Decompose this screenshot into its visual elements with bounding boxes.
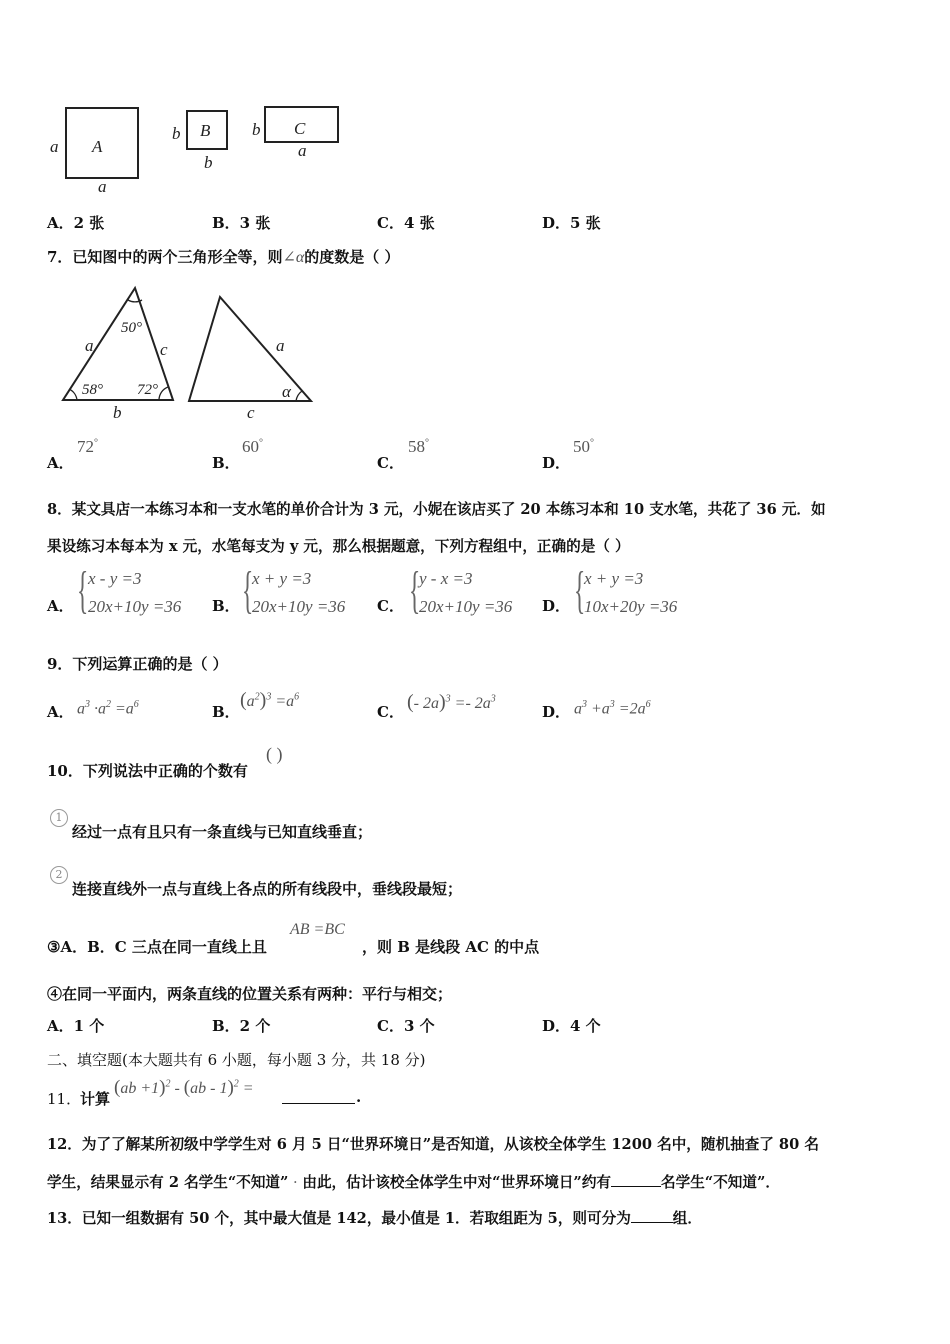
tri1-side-b: b: [113, 403, 122, 422]
q8-option-b-letter: B．: [212, 597, 240, 615]
q10-option-c: C．3 个: [377, 1017, 435, 1035]
q7-option-a-value: 72°: [77, 437, 98, 456]
q10-stem: 10．下列说法中正确的个数有: [47, 762, 248, 780]
tri1-right-angle: 72°: [137, 382, 158, 398]
triangle-right: [189, 297, 311, 401]
q10-statement-2: 连接直线外一点与直线上各点的所有线段中，垂线段最短；: [72, 880, 463, 898]
q8-stem-line2: 果设练习本每本为 x 元，水笔每支为 y 元，那么根据题意，下列方程组中，正确的是（ ）: [47, 538, 630, 555]
q11-expression: (ab +1)$^2$ - (ab - 1)$^2$ =: [114, 1077, 254, 1098]
q8-option-c-eq2: 20x+10y =36: [419, 597, 513, 616]
q8-option-b-brace: {: [242, 562, 254, 619]
q10-statement-2-number: 2: [50, 866, 68, 884]
q6-option-b: B．3 张: [212, 214, 271, 232]
q13-answer-blank[interactable]: [631, 1222, 673, 1223]
q7-option-c-letter: C．: [377, 454, 404, 472]
q7-option-a-letter: A．: [47, 454, 74, 472]
q8-option-a-letter: A．: [47, 597, 74, 615]
q6-option-d: D．5 张: [542, 214, 601, 232]
q12-line2: 学生，结果显示有 2 名学生“不知道” · 由此，估计该校全体学生中对“世界环境日”约有 名学生“不知道”．: [47, 1174, 780, 1191]
rect-a-bottom-label: a: [98, 177, 107, 196]
q8-option-b-eq1: x + y =3: [252, 569, 312, 588]
q10-statement-4: ④在同一平面内，两条直线的位置关系有两种：平行与相交；: [47, 985, 453, 1003]
q10-option-d: D．4 个: [542, 1017, 601, 1035]
q10-paren: ( ): [266, 744, 283, 764]
q6-option-a: A．2 张: [47, 214, 105, 232]
q7-option-c-value: 58°: [408, 437, 429, 456]
q8-option-d-brace: {: [574, 562, 586, 619]
q11-answer-blank[interactable]: [282, 1103, 355, 1104]
tri2-side-a: a: [276, 336, 285, 355]
triangles-figure: [55, 280, 325, 425]
q8-option-a-eq2: 20x+10y =36: [88, 597, 182, 616]
q9-option-c-letter: C．: [377, 703, 404, 721]
rect-b-label: B: [200, 121, 211, 140]
q10-option-b: B．2 个: [212, 1017, 271, 1035]
tri1-side-c: c: [160, 340, 168, 359]
q6-option-c: C．4 张: [377, 214, 435, 232]
q10-statement-1: 经过一点有且只有一条直线与已知直线垂直；: [72, 823, 373, 841]
q8-option-b-eq2: 20x+10y =36: [252, 597, 346, 616]
q12-answer-blank[interactable]: [611, 1186, 661, 1187]
q9-stem: 9．下列运算正确的是（ ）: [47, 655, 228, 673]
rectangles-figure: [40, 95, 360, 195]
tri1-side-a: a: [85, 336, 94, 355]
q7-option-b-letter: B．: [212, 454, 240, 472]
q8-option-d-eq1: x + y =3: [584, 569, 644, 588]
q7-stem: 7．已知图中的两个三角形全等，则∠α的度数是（ ）: [47, 248, 400, 266]
q9-option-c-expr: (- $2a)^3 =- 2a^3$: [407, 691, 496, 713]
tri1-top-angle: 50°: [121, 320, 142, 336]
q10-option-a: A．1 个: [47, 1017, 105, 1035]
q8-option-c-brace: {: [409, 562, 421, 619]
q7-option-d-value: 50°: [573, 437, 594, 456]
q9-option-d-expr: $a^3 +a^3 =2a^6$: [574, 699, 651, 718]
q7-option-d-letter: D．: [542, 454, 571, 472]
rect-c-label: C: [294, 119, 306, 138]
q8-option-d-eq2: 10x+20y =36: [584, 597, 678, 616]
q11-suffix: .: [356, 1088, 362, 1106]
tri1-left-angle: 58°: [82, 382, 103, 398]
q8-option-d-letter: D．: [542, 597, 571, 615]
q8-option-c-letter: C．: [377, 597, 404, 615]
rect-a-label: A: [92, 137, 103, 156]
q8-option-a-brace: {: [77, 562, 89, 619]
q12-line1: 12．为了了解某所初级中学学生对 6 月 5 日“世界环境日”是否知道，从该校全体学生 1200 名中，随机抽查了 80 名: [47, 1136, 819, 1153]
q9-option-b-expr: $(a^2)^3 =a^6$: [240, 689, 300, 711]
q10-statement-3-prefix: ③A．B．C 三点在同一直线上且: [47, 938, 267, 956]
rect-c-bottom-label: a: [298, 141, 307, 160]
q9-option-b-letter: B．: [212, 703, 240, 721]
q7-option-b-value: 60°: [242, 437, 263, 456]
section-2-heading: 二、填空题(本大题共有 6 小题，每小题 3 分，共 18 分): [47, 1051, 426, 1069]
q8-option-a-eq1: x - y =3: [88, 569, 142, 588]
q9-option-a-expr: $a^3 \cdot a^2 =a^6$: [77, 699, 139, 718]
q10-statement-3-suffix: ，则 B 是线段 AC 的中点: [362, 938, 540, 956]
q9-option-a-letter: A．: [47, 703, 74, 721]
q10-statement-1-number: 1: [50, 809, 68, 827]
q8-option-c-eq1: y - x =3: [419, 569, 473, 588]
tri2-side-c: c: [247, 403, 255, 422]
tri2-angle-alpha: α: [282, 382, 291, 401]
rect-b-side-label: b: [172, 124, 181, 143]
q8-stem-line1: 8．某文具店一本练习本和一支水笔的单价合计为 3 元，小妮在该店买了 20 本练习本和 10 支水笔，共花了 36 元．如: [47, 501, 826, 518]
rect-c-side-label: b: [252, 120, 261, 139]
q9-option-d-letter: D．: [542, 703, 571, 721]
q11-number: 11．: [47, 1090, 82, 1108]
q13-line: 13．已知一组数据有 50 个，其中最大值是 142，最小值是 1．若取组距为 5，则可分为 组．: [47, 1210, 702, 1227]
rect-b-bottom-label: b: [204, 153, 213, 172]
q11-label: 计算: [80, 1090, 111, 1108]
rect-a-side-label: a: [50, 137, 59, 156]
q10-statement-3-math: AB =BC: [290, 921, 345, 938]
